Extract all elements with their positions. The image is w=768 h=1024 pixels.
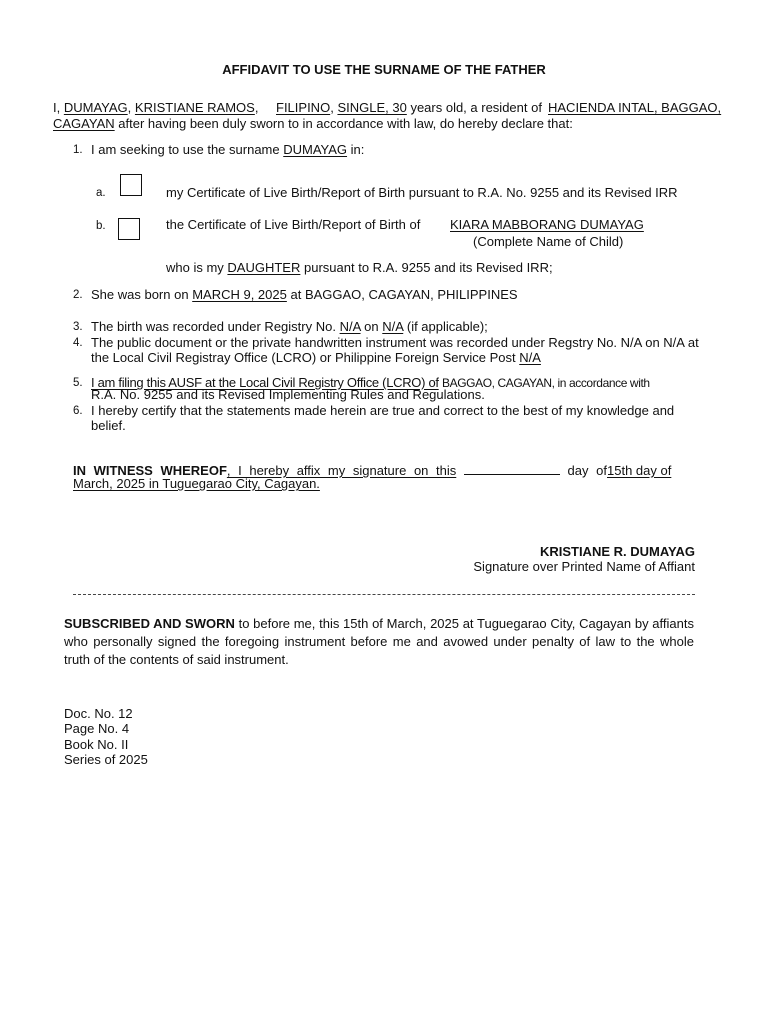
section-divider	[73, 594, 695, 595]
item-6-number: 6.	[73, 405, 83, 417]
option-b-text: the Certificate of Live Birth/Report of Birth of	[166, 217, 421, 232]
signature-day-blank[interactable]	[464, 463, 560, 475]
item-6-line-1: I hereby certify that the statements made herein are true and correct to the best of my knowledge and	[91, 403, 675, 418]
item-1-text-after: in:	[350, 142, 365, 157]
affiant-civil-status-age: SINGLE, 30	[337, 100, 407, 115]
intro-years-text: years old, a resident of	[410, 100, 542, 115]
intro-citizenship-group	[276, 100, 542, 115]
item-1-text	[91, 142, 364, 157]
item-2-number: 2.	[73, 289, 83, 301]
option-a-checkbox[interactable]	[120, 174, 142, 196]
item-4-line-2-text: the Local Civil Registray Office (LCRO) or Philippine Foreign Service Post	[91, 350, 516, 365]
intro-declaration: after having been duly sworn to in accordance with law, do hereby declare that:	[118, 116, 573, 131]
series-year: Series of 2025	[64, 752, 148, 767]
birth-date: MARCH 9, 2025	[192, 287, 287, 302]
item-3-text-before: The birth was recorded under Registry No.	[91, 319, 336, 334]
item-5-line-2: R.A. No. 9255 and its Revised Implementing Rules and Regulations.	[91, 387, 485, 402]
document-title: AFFIDAVIT TO USE THE SURNAME OF THE FATHER	[222, 62, 546, 77]
child-complete-name: KIARA MABBORANG DUMAYAG	[450, 217, 644, 232]
affiant-given-names: KRISTIANE RAMOS	[134, 100, 255, 115]
intro-comma: ,	[254, 100, 259, 115]
intro-line-1	[53, 100, 258, 115]
item-4-number: 4.	[73, 337, 83, 349]
lcro-location: BAGGAO, CAGAYAN	[442, 376, 552, 390]
item-6-line-2: belief.	[91, 418, 126, 433]
witness-text: , I hereby affix my signature on this	[226, 463, 457, 478]
item-5-line-1-text: I am filing this AUSF at the Local Civil Registry Office (LCRO) of	[91, 375, 439, 390]
item-3-number: 3.	[73, 321, 83, 333]
intro-line-2	[53, 116, 573, 131]
jurat-text: to before me, this 15th of March, 2025 at Tuguegarao City, Cagayan by affiants who personally signed the foregoing instrument before me and avowed under penalty of law to the whole truth of the contents of said instrument.	[64, 616, 694, 667]
option-b-checkbox[interactable]	[118, 218, 140, 240]
witness-label: IN WITNESS WHEREOF	[73, 463, 227, 478]
affiant-signature-caption: Signature over Printed Name of Affiant	[473, 559, 695, 574]
registry-date: N/A	[382, 319, 404, 334]
foreign-service-post: N/A	[519, 350, 541, 365]
option-a-text: my Certificate of Live Birth/Report of Birth pursuant to R.A. No. 9255 and its Revised IRR	[166, 185, 678, 200]
item-3-text	[91, 319, 488, 334]
relation-text-after: pursuant to R.A. 9255 and its Revised IRR;	[304, 260, 553, 275]
option-a-letter: a.	[96, 187, 106, 199]
page-number: Page No. 4	[64, 721, 130, 736]
item-4-line-2	[91, 350, 541, 365]
affiant-surname: DUMAYAG	[63, 100, 128, 115]
witness-date-line-1: 15th day of	[607, 463, 672, 478]
item-2-text-after: at BAGGAO, CAGAYAN, PHILIPPINES	[290, 287, 518, 302]
registry-number: N/A	[339, 319, 361, 334]
item-2-text	[91, 287, 518, 302]
item-5-number: 5.	[73, 377, 83, 389]
item-1-text-before: I am seeking to use the surname	[91, 142, 280, 157]
item-4-line-1: The public document or the private handwritten instrument was recorded under Regstry No. N/A on N/A at	[91, 335, 699, 350]
item-3-text-mid: on	[364, 319, 379, 334]
affiant-address-line-1: HACIENDA INTAL, BAGGAO,	[548, 100, 722, 115]
jurat-paragraph	[64, 615, 694, 669]
book-number: Book No. II	[64, 737, 129, 752]
child-relation: DAUGHTER	[227, 260, 301, 275]
witness-date-line-2: March, 2025 in Tuguegarao City, Cagayan.	[73, 476, 320, 491]
child-name-caption: (Complete Name of Child)	[473, 234, 624, 249]
doc-number: Doc. No. 12	[64, 706, 133, 721]
item-3-text-after: (if applicable);	[406, 319, 488, 334]
jurat-label: SUBSCRIBED AND SWORN	[64, 616, 235, 631]
option-b-letter: b.	[96, 220, 106, 232]
affiant-citizenship: FILIPINO	[276, 100, 331, 115]
item-5-line-1-after: , in accordance with	[551, 376, 650, 390]
witness-day-of: day of	[567, 463, 607, 478]
intro-i: I,	[53, 100, 61, 115]
requested-surname: DUMAYAG	[283, 142, 348, 157]
intro-comma: ,	[330, 100, 334, 115]
relation-text-before: who is my	[166, 260, 224, 275]
item-2-text-before: She was born on	[91, 287, 189, 302]
intro-comma: ,	[127, 100, 132, 115]
affiant-printed-name: KRISTIANE R. DUMAYAG	[539, 544, 695, 559]
relation-line	[166, 260, 553, 275]
item-1-number: 1.	[73, 144, 83, 156]
affiant-address-line-2: CAGAYAN	[53, 116, 115, 131]
